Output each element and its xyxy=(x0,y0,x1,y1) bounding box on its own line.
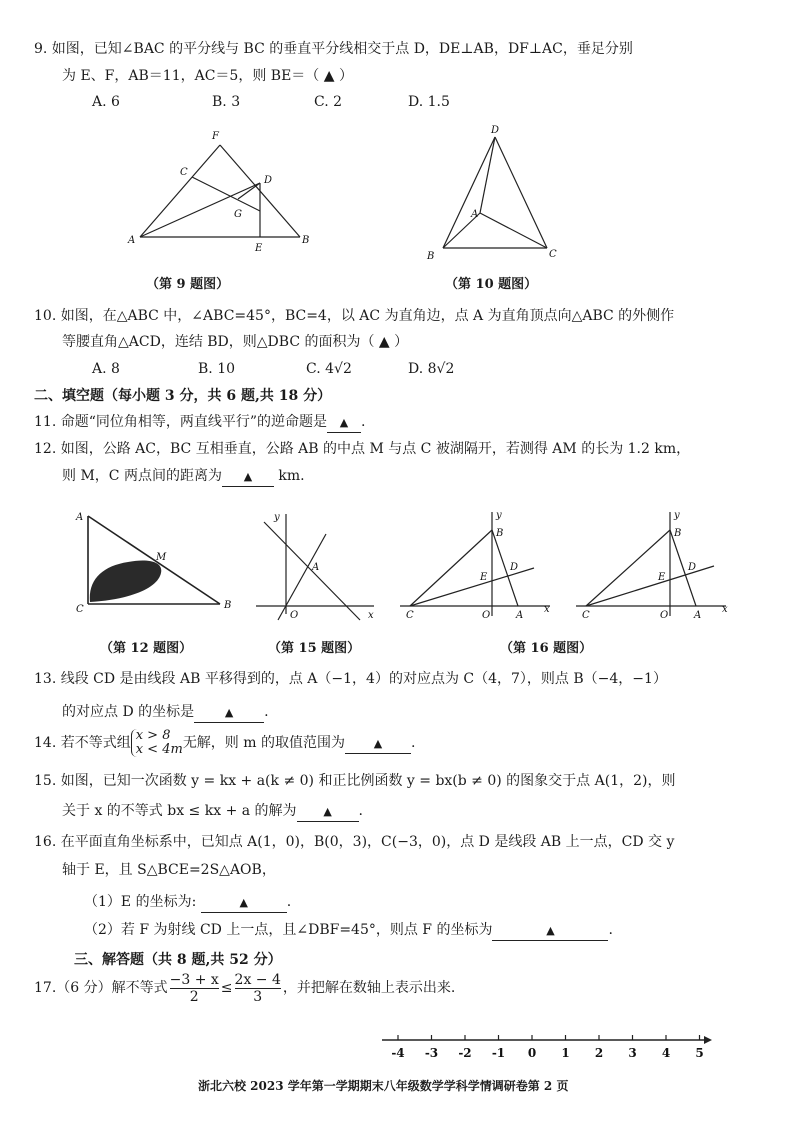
fig15-caption: （第 15 题图） xyxy=(268,641,361,656)
q10-option-a: A. 8 xyxy=(92,361,120,377)
figure-10 xyxy=(425,125,565,260)
fig10-label-b: B xyxy=(427,251,435,262)
q14-sys-line1: x > 8 xyxy=(135,728,171,743)
fig10-caption: （第 10 题图） xyxy=(445,277,538,292)
q13-line2-pre: 的对应点 D 的坐标是 xyxy=(62,704,195,720)
number-line-tick-label: -4 xyxy=(391,1046,405,1060)
page-footer: 浙北六校 2023 学年第一学期期末八年级数学学科学情调研卷第 2 页 xyxy=(198,1079,569,1093)
fig10-label-a: A xyxy=(471,209,479,220)
fig16b-label-c: C xyxy=(582,610,590,621)
fig15-label-x: x xyxy=(368,610,374,621)
fig12-label-b: B xyxy=(224,600,232,611)
q17-frac2-den: 3 xyxy=(253,988,263,1005)
fig12-caption: （第 12 题图） xyxy=(100,641,193,656)
figure-12 xyxy=(74,508,244,618)
q16-sub1-pre: （1）E 的坐标为: xyxy=(84,894,197,910)
q16-sub2-tail: . xyxy=(608,922,613,938)
q10-option-d: D. 8√2 xyxy=(408,361,455,377)
q11-text: 11. 命题“同位角相等，两直线平行”的逆命题是 xyxy=(34,414,328,430)
section-2-heading: 二、填空题（每小题 3 分，共 6 题,共 18 分） xyxy=(34,388,332,404)
q12-answer-blank xyxy=(222,467,274,487)
q17-pre: 17.（6 分）解不等式 xyxy=(34,980,168,996)
q16-line2: 轴于 E，且 S△BCE=2S△AOB， xyxy=(62,862,276,878)
fig9-label-a: A xyxy=(128,235,136,246)
fig16b-label-d: D xyxy=(688,562,697,573)
q17-frac1-num: −3 + x xyxy=(169,971,219,988)
number-line-tick-label: 4 xyxy=(661,1046,671,1060)
fig16a-label-o: O xyxy=(482,610,491,621)
fig16b-label-b: B xyxy=(674,528,682,539)
q16-sub2-pre: （2）若 F 为射线 CD 上一点，且∠DBF=45°，则点 F 的坐标为 xyxy=(84,922,493,938)
q16-sub2 xyxy=(84,921,613,941)
fig9-label-f: F xyxy=(212,131,219,142)
number-line-tick-label: -1 xyxy=(491,1046,506,1060)
number-line-tick-label: 1 xyxy=(561,1046,570,1060)
number-line-tick-label: 5 xyxy=(695,1046,704,1060)
q9-option-d: D. 1.5 xyxy=(408,94,450,110)
fig15-label-a: A xyxy=(312,562,320,573)
number-line-tick-label: 2 xyxy=(594,1046,604,1060)
fig16-caption: （第 16 题图） xyxy=(500,641,593,656)
q14-inequality-system xyxy=(131,729,183,757)
q15-line2-pre: 关于 x 的不等式 bx ≤ kx + a 的解为 xyxy=(62,803,297,819)
q14-post: 无解，则 m 的取值范围为 xyxy=(182,735,345,751)
q12-line1: 12. 如图，公路 AC，BC 互相垂直，公路 AB 的中点 M 与点 C 被湖隔开，若测得 AM 的长为 1.2 km， xyxy=(34,441,691,457)
q13-tail: . xyxy=(264,704,269,720)
fig10-label-c: C xyxy=(549,249,557,260)
fig16b-label-a: A xyxy=(694,610,702,621)
q17 xyxy=(34,968,455,1008)
fig12-label-m: M xyxy=(156,552,167,563)
q10-line2: 等腰直角△ACD，连结 BD，则△DBC 的面积为（ ▲ ） xyxy=(62,334,409,350)
answer-mark: ▲ xyxy=(339,416,349,429)
q14-pre: 14. 若不等式组 xyxy=(34,735,131,751)
q12-line2 xyxy=(62,467,305,487)
q15-answer-blank xyxy=(297,802,359,822)
q16-line1: 16. 在平面直角坐标系中，已知点 A(1，0)，B(0，3)，C(−3，0)，点 D 是线段 AB 上一点，CD 交 y xyxy=(34,834,675,850)
fig9-label-e: E xyxy=(255,243,263,254)
number-line xyxy=(378,1030,718,1064)
lake-shape xyxy=(90,561,161,602)
figure-15 xyxy=(250,508,380,621)
q9-option-a: A. 6 xyxy=(92,94,120,110)
number-line-tick-label: -2 xyxy=(458,1046,472,1060)
q16-sub1 xyxy=(84,893,291,913)
q14-sys-line2: x < 4m xyxy=(135,742,183,757)
q15-line2 xyxy=(62,802,363,822)
q14-answer-blank xyxy=(345,734,411,754)
fig16a-label-c: C xyxy=(406,610,414,621)
q12-unit: km. xyxy=(278,468,305,484)
q13-line2 xyxy=(62,703,269,723)
q14-tail: . xyxy=(411,735,416,751)
q12-line2-pre: 则 M，C 两点间的距离为 xyxy=(62,468,222,484)
q17-fraction-right xyxy=(235,972,281,1005)
fig9-label-g: G xyxy=(234,209,242,220)
q15-line1: 15. 如图，已知一次函数 y = kx + a(k ≠ 0) 和正比例函数 y = bx(b ≠ 0) 的图象交于点 A(1，2)，则 xyxy=(34,773,676,789)
fig10-label-d: D xyxy=(491,125,500,136)
fig16a-label-a: A xyxy=(516,610,524,621)
fig16b-label-e: E xyxy=(658,572,666,583)
q13-answer-blank xyxy=(194,703,264,723)
figure-16-left xyxy=(392,508,562,621)
figure-16-right xyxy=(568,508,738,621)
fig9-caption: （第 9 题图） xyxy=(146,277,230,292)
q17-frac1-den: 2 xyxy=(189,988,199,1005)
fig15-label-o: O xyxy=(290,610,299,621)
q16-sub2-answer-blank xyxy=(492,921,608,941)
fig9-label-c: C xyxy=(180,167,188,178)
answer-mark: ▲ xyxy=(243,470,253,483)
answer-mark: ▲ xyxy=(323,805,332,818)
q9-option-b: B. 3 xyxy=(212,94,241,110)
fig16a-label-x: x xyxy=(544,604,550,615)
fig12-label-c: C xyxy=(76,604,84,615)
q17-post: ，并把解在数轴上表示出来. xyxy=(282,980,456,996)
q10-line1: 10. 如图，在△ABC 中，∠ABC=45°，BC=4，以 AC 为直角边，点 A 为直角顶点向△ABC 的外侧作 xyxy=(34,308,675,324)
fig12-label-a: A xyxy=(76,512,84,523)
fig16b-label-o: O xyxy=(660,610,669,621)
number-line-tick-label: 0 xyxy=(527,1046,537,1060)
q11 xyxy=(34,413,365,433)
q9-line1: 9. 如图，已知∠BAC 的平分线与 BC 的垂直平分线相交于点 D，DE⊥AB，DF⊥AC，垂足分别 xyxy=(34,41,633,57)
q16-sub1-tail: . xyxy=(286,894,292,910)
number-line-tick-label: 3 xyxy=(628,1046,637,1060)
q10-option-c: C. 4√2 xyxy=(306,361,352,377)
fig16a-label-e: E xyxy=(480,572,488,583)
answer-mark: ▲ xyxy=(373,737,383,750)
q14 xyxy=(34,728,415,758)
fig16b-label-x: x xyxy=(722,604,728,615)
answer-mark: ▲ xyxy=(224,706,234,719)
q16-sub1-answer-blank xyxy=(201,893,287,913)
q13-line1: 13. 线段 CD 是由线段 AB 平移得到的，点 A（−1，4）的对应点为 C（4，7），则点 B（−4，−1） xyxy=(34,671,667,687)
answer-mark: ▲ xyxy=(546,924,555,937)
q17-relation: ≤ xyxy=(220,980,233,996)
fig9-label-b: B xyxy=(302,235,310,246)
fig16b-label-y: y xyxy=(674,510,680,521)
q10-option-b: B. 10 xyxy=(198,361,236,377)
fig16a-label-b: B xyxy=(496,528,504,539)
fig16a-label-d: D xyxy=(510,562,519,573)
fig9-label-d: D xyxy=(264,175,273,186)
section-3-heading: 三、解答题（共 8 题,共 52 分） xyxy=(74,952,282,968)
q9-line2: 为 E、F，AB＝11，AC＝5，则 BE＝（ ▲ ） xyxy=(62,68,353,84)
q17-fraction-left xyxy=(170,972,219,1005)
number-line-tick-label: -3 xyxy=(424,1046,439,1060)
q15-tail: . xyxy=(358,803,363,819)
q9-option-c: C. 2 xyxy=(314,94,343,110)
answer-mark: ▲ xyxy=(239,896,248,909)
q11-tail: . xyxy=(361,414,366,430)
q17-frac2-num: 2x − 4 xyxy=(234,971,281,988)
figure-9 xyxy=(120,125,320,255)
q11-answer-blank xyxy=(327,413,361,433)
fig15-label-y: y xyxy=(274,512,280,523)
fig16a-label-y: y xyxy=(496,510,502,521)
